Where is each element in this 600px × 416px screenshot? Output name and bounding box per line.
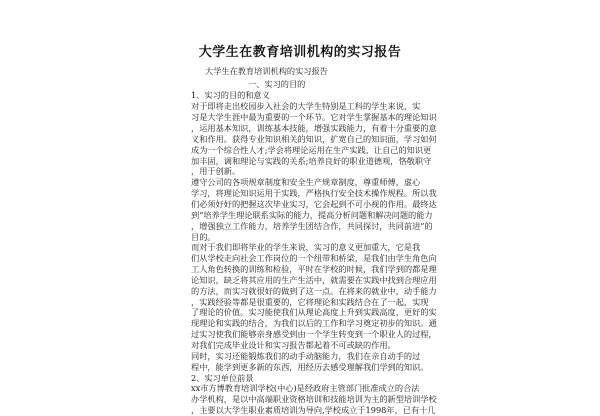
section-heading-purpose: 一、实习的目的 <box>248 79 306 89</box>
text-line: 们必须好好的把握这次毕业实习，它会起到不可小视的作用。最终达 <box>191 198 437 209</box>
text-line: xx市方博教育培训学校(中心)是经政府主管部门批准成立的合法 <box>191 383 420 393</box>
text-line: 加丰固，调和理论与实践的关系;培养良好的职业道德观，恪敬职守 <box>191 155 432 166</box>
text-line: 论知识，缺乏将其应用的生产生活中，就需要在实践中找到合理应用 <box>191 274 437 285</box>
text-line: 对我们完成毕业设计和实习报告都起着不可或缺的作用。 <box>191 340 396 351</box>
paragraph-significance <box>191 242 437 351</box>
text-line: ，实践经验等都是很重要的，它将理论和实践结合在了一起，实现 <box>191 296 429 307</box>
text-line: 同时，实习还能锻炼我们的动手动脑能力，我们在亲自动手的过 <box>191 351 421 361</box>
text-line: 而对于我们即将毕业的学生来说，实习的意义更加重大，它是我 <box>191 242 421 252</box>
text-line: 程中，能学到更多新的东西，用经历去感受理解我们学到的知识。 <box>191 361 429 372</box>
text-line: 目的。 <box>191 231 216 242</box>
text-line: 义和作用。获得专业知识相关的知识，扩宽自己的知识面，学习如何 <box>191 133 437 144</box>
paragraph-purpose <box>191 101 437 177</box>
text-line: 对于即将走出校园步入社会的大学生特别是工科的学生来说，实 <box>191 101 421 111</box>
text-line: 的方法，而实习就很好的做到了这一点。在将来的就业中，动手能力 <box>191 285 437 296</box>
text-line: ，用于创新。 <box>191 166 241 177</box>
text-line: ，运用基本知识，训练基本技能，增强实践能力，有着十分重要的意 <box>191 122 437 133</box>
document-subtitle: 大学生在教育培训机构的实习报告 <box>205 66 328 76</box>
page-title: 大学生在教育培训机构的实习报告 <box>198 45 402 60</box>
text-line: 成为一个综合性人才;学会将理论运用在生产实践，让自己的知识更 <box>191 144 432 155</box>
text-line: 到“培养学生理论联系实际的能力，提高分析问题和解决问题的能力 <box>191 209 433 220</box>
text-line: 现理论和实践的结合，为我们以后的工作和学习奠定初步的知识。通 <box>191 318 437 329</box>
text-line: 学习，将理论知识运用于实践，严格执行安全技术操作规程。所以我 <box>191 187 437 198</box>
text-line: 习是大学生涯中最为重要的一个环节。它对学生掌握基本的理论知识 <box>191 111 437 122</box>
text-line: ，主要以大学生职业素质培训为导向,学校成立于1998年，已有十几 <box>191 404 436 415</box>
text-line: 过实习使我们能够亲身感受到由一个学生转变到一个职业人的过程， <box>191 329 437 340</box>
paragraph-rules <box>191 177 437 242</box>
text-line: ，增强独立工作能力，培养学生团结合作，共同探讨，共同前进”的 <box>191 220 433 231</box>
paragraph-hands-on <box>191 351 429 373</box>
text-line: 办学机构，是以中高端职业资格培训和技能培训为主的新型培训学校 <box>191 393 437 404</box>
subsection-heading-purpose-meaning: 1、实习的目的和意义 <box>191 90 270 100</box>
paragraph-school-intro <box>191 383 437 416</box>
text-line: 了理论的价值。实习能使我们从理论高度上升到实践高度，更好的实 <box>191 307 437 318</box>
subsection-heading-unit-prospects: 2、实习单位前景 <box>191 373 254 383</box>
text-line: 们从学校走向社会工作岗位的一个纽带和桥梁，是我们由学生角色向 <box>191 252 437 263</box>
text-line: 遵守公司的各项规章制度和安全生产规章制度，尊重师傅，虚心 <box>191 177 421 187</box>
text-line: 工人角色转换的训练和检验，平时在学校的时候，我们学到的都是理 <box>191 263 437 274</box>
